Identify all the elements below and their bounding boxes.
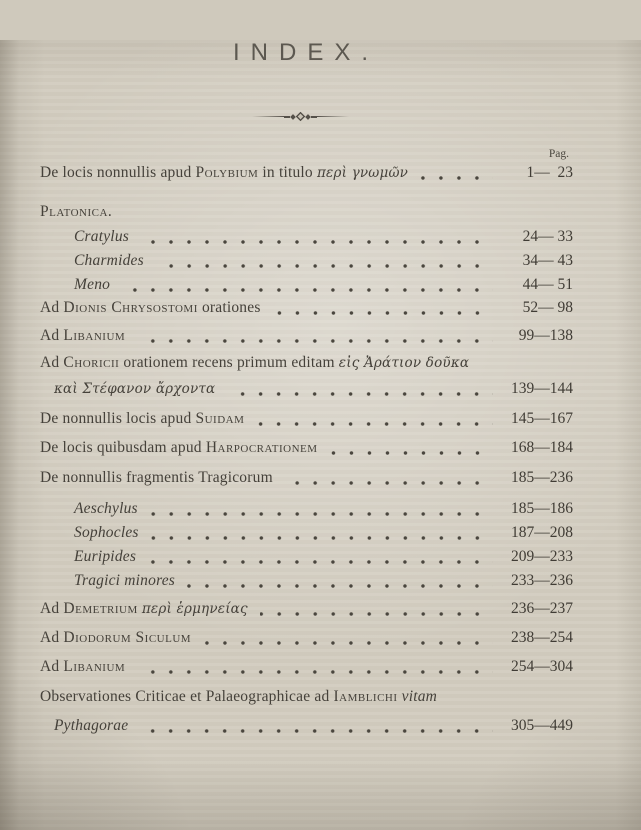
entry-text: De locis nonnullis apud — [40, 164, 196, 181]
dot-leader — [122, 280, 493, 292]
dot-leader — [203, 633, 493, 645]
entry-text: Observationes Criticae et Palaeographicae ad — [40, 688, 334, 705]
entry-label — [74, 275, 110, 295]
entry-italic-text: Charmides — [74, 252, 144, 269]
page-column-header-row — [0, 147, 569, 161]
dot-leader — [156, 256, 493, 268]
dot-leader — [256, 414, 493, 426]
index-entry — [40, 547, 573, 567]
page-range: 145—167 — [511, 410, 573, 427]
page-title: INDEX. — [232, 39, 379, 66]
entry-name-smallcaps: Libanium — [63, 327, 126, 344]
entry-text: De locis quibusdam apud — [40, 439, 206, 456]
ornament-rule-right — [317, 116, 349, 117]
dot-leader — [285, 473, 493, 485]
page-range: 209—233 — [511, 548, 573, 565]
index-entry — [40, 227, 573, 247]
index-entry — [40, 438, 573, 458]
dot-leader — [187, 576, 493, 588]
entry-text: Ad — [40, 354, 64, 371]
entry-label — [40, 326, 125, 346]
entry-label — [40, 628, 191, 648]
page-range: 236—237 — [511, 600, 573, 617]
index-entry — [40, 523, 573, 543]
entry-text: Ad — [40, 299, 64, 316]
page-range: 185—236 — [511, 469, 573, 486]
page-range: 254—304 — [511, 658, 573, 675]
dot-leader — [260, 604, 493, 616]
index-entry — [40, 628, 573, 648]
entry-label — [40, 163, 408, 183]
entry-text: in titulo — [258, 164, 317, 181]
entry-italic-text: Sophocles — [74, 524, 139, 541]
page-range: 238—254 — [511, 629, 573, 646]
entry-italic-text: Aeschylus — [74, 500, 138, 517]
dot-leader — [151, 528, 493, 540]
entry-label — [54, 379, 215, 399]
entry-name-smallcaps: Libanium — [63, 658, 126, 675]
entry-label — [40, 202, 112, 222]
entry-name-smallcaps: Dionis Chrysostomi — [63, 299, 198, 316]
entry-name-smallcaps: Polybium — [195, 164, 259, 181]
page-range: 233—236 — [511, 572, 573, 589]
entry-label — [74, 251, 144, 271]
entry-name-smallcaps: Diodorum Siculum — [63, 629, 192, 646]
entry-text: Ad — [40, 600, 64, 617]
entry-italic-text: Tragici minores — [74, 572, 176, 589]
entry-text: . — [107, 203, 112, 220]
book-page-photo — [0, 40, 641, 830]
entry-label — [40, 468, 273, 488]
dot-leader — [150, 504, 493, 516]
index-entry — [40, 275, 573, 295]
index-entry — [40, 409, 573, 429]
page-range: 305—449 — [511, 717, 573, 734]
entry-greek-text: καὶ Στέφανον ἄρχοντα — [54, 381, 216, 397]
dot-leader — [137, 331, 493, 343]
entry-label — [74, 571, 175, 591]
ornament-diamond-small-right — [305, 114, 311, 120]
page-range: 44— 51 — [522, 276, 573, 293]
entry-text: orationes — [197, 299, 261, 316]
entry-label — [74, 523, 139, 543]
index-entry — [40, 202, 573, 222]
entry-italic-text: Pythagorae — [54, 717, 129, 734]
index-entry — [40, 571, 573, 591]
entry-label — [74, 227, 129, 247]
page-range: 187—208 — [511, 524, 573, 541]
entry-name-smallcaps: Iamblichi — [333, 688, 398, 705]
page-range: 168—184 — [511, 439, 573, 456]
page-range: 139—144 — [511, 380, 573, 397]
index-entry — [40, 657, 573, 677]
page-column-header: Pag. — [548, 148, 569, 160]
dot-leader — [148, 552, 493, 564]
index-entry — [40, 468, 573, 488]
entry-label — [40, 438, 318, 458]
entry-name-smallcaps: Choricii — [63, 354, 120, 371]
entry-label — [54, 716, 128, 736]
entry-name-smallcaps: Harpocrationem — [205, 439, 318, 456]
entry-label — [40, 409, 244, 429]
entry-text: Ad — [40, 658, 64, 675]
index-entry — [40, 599, 573, 619]
entry-label — [74, 547, 136, 567]
entry-text: Ad — [40, 629, 64, 646]
dot-leader — [273, 303, 493, 315]
entry-label — [74, 499, 138, 519]
index-entry — [40, 499, 573, 519]
entry-name-smallcaps: Platonica — [40, 203, 108, 220]
dot-leader — [330, 443, 493, 455]
ornament-rule-left — [252, 116, 284, 117]
dot-leader — [420, 168, 493, 180]
index-entry — [40, 163, 573, 183]
page-range: 52— 98 — [522, 299, 573, 316]
index-entry — [40, 353, 573, 373]
page-range: 185—186 — [511, 500, 573, 517]
divider-ornament — [0, 112, 621, 121]
entry-label — [40, 687, 437, 707]
index-entry — [40, 379, 573, 399]
index-entry — [40, 716, 573, 736]
page-range: 34— 43 — [522, 252, 573, 269]
entry-greek-text: περὶ ἑρμηνείας — [141, 601, 248, 617]
dot-leader — [227, 384, 493, 396]
index-entry — [40, 326, 573, 346]
entry-label — [40, 599, 248, 619]
index-entry — [40, 251, 573, 271]
entry-greek-text: περὶ γνωμῶν — [316, 165, 409, 181]
dot-leader — [140, 721, 493, 733]
entry-text: De nonnullis locis apud — [40, 410, 196, 427]
page-range: 1— 23 — [526, 164, 573, 181]
entry-greek-text: εἰς Ἀράτιον δοῦκα — [338, 355, 470, 371]
entry-italic-text: Euripides — [74, 548, 137, 565]
index-entries — [40, 163, 573, 736]
entry-italic-text: Cratylus — [74, 228, 129, 245]
entry-italic-text: Meno — [74, 276, 111, 293]
entry-label — [40, 298, 261, 318]
entry-name-smallcaps: Demetrium — [63, 600, 138, 617]
entry-text: orationem recens primum editam — [119, 354, 339, 371]
page-range: 24— 33 — [522, 228, 573, 245]
entry-italic-text: vitam — [401, 688, 438, 705]
entry-label — [40, 353, 469, 373]
entry-label — [40, 657, 125, 677]
index-entry — [40, 687, 573, 707]
entry-text: Ad — [40, 327, 64, 344]
index-page — [0, 40, 641, 830]
page-range: 99—138 — [518, 327, 573, 344]
index-entry — [40, 298, 573, 318]
entry-text: De nonnullis fragmentis Tragicorum — [40, 469, 273, 486]
entry-name-smallcaps: Suidam — [195, 410, 245, 427]
dot-leader — [137, 662, 493, 674]
dot-leader — [141, 232, 493, 244]
